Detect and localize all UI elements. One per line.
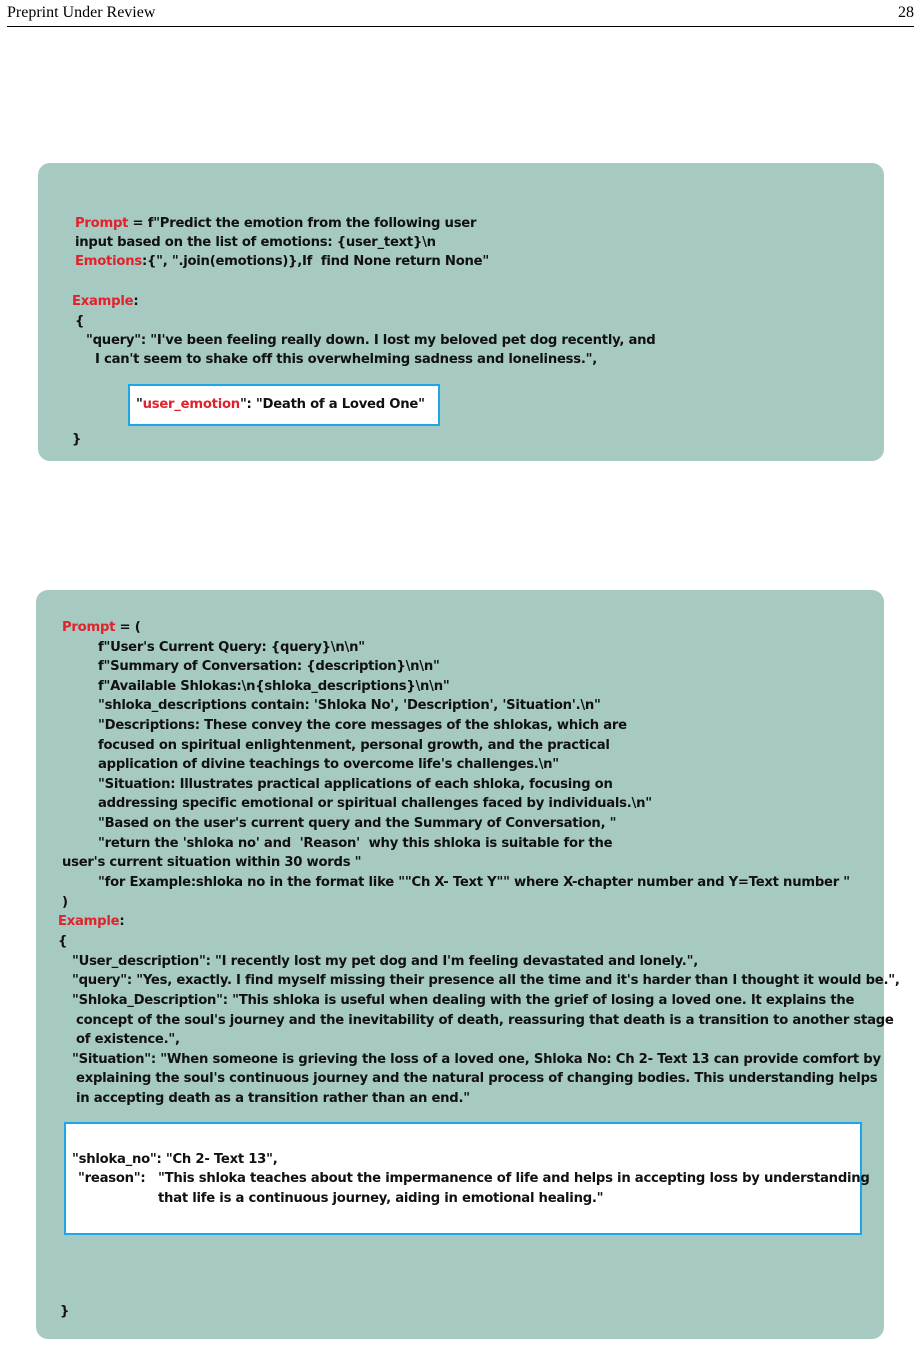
prompt-label: Prompt — [62, 620, 116, 635]
example-line: explaining the soul's continuous journey and the natural process of changing bodies. This understanding helps — [76, 1071, 878, 1086]
prompt-line: "return the 'shloka no' and 'Reason' why this shloka is suitable for the — [98, 836, 613, 851]
page-header — [7, 4, 914, 27]
shloka-prompt-heading — [62, 618, 140, 637]
example-heading — [58, 912, 124, 931]
quote-mark: " — [136, 397, 143, 412]
prompt-line: f"User's Current Query: {query}\n\n" — [98, 640, 365, 655]
example-label: Example — [72, 294, 134, 309]
prompt-line: focused on spiritual enlightenment, personal growth, and the practical — [98, 738, 610, 753]
prompt-line: application of divine teachings to overcome life's challenges.\n" — [98, 757, 559, 772]
emotion-prompt-line-3 — [75, 252, 489, 271]
example-line: "User_description": "I recently lost my pet dog and I'm feeling devastated and lonely.", — [72, 954, 698, 969]
example-colon: : — [133, 294, 139, 309]
emotions-text: :{", ".join(emotions)},If find None return None" — [141, 254, 489, 269]
user-emotion-value: ": "Death of a Loved One" — [239, 397, 425, 412]
example-line: "Shloka_Description": "This shloka is useful when dealing with the grief of losing a loved one. It explains the — [72, 993, 855, 1008]
prompt-line: user's current situation within 30 words " — [62, 855, 362, 870]
prompt-line: "Situation: Illustrates practical applications of each shloka, focusing on — [98, 777, 613, 792]
emotion-prompt-line-1 — [75, 214, 476, 233]
user-emotion-key: user_emotion — [142, 397, 240, 412]
example-label: Example — [58, 914, 120, 929]
example-line: concept of the soul's journey and the inevitability of death, reassuring that death is a transition to another stage — [76, 1013, 894, 1028]
example-open-brace: { — [75, 314, 85, 329]
prompt-open: = ( — [115, 620, 141, 635]
user-emotion-line — [136, 395, 425, 414]
shloka-no-line: "shloka_no": "Ch 2- Text 13", — [72, 1152, 278, 1167]
page-number: 28 — [898, 4, 914, 21]
reason-line-2: that life is a continuous journey, aiding in emotional healing." — [158, 1191, 604, 1206]
prompt-text: = f"Predict the emotion from the following user — [128, 216, 477, 231]
reason-key: "reason": — [78, 1171, 146, 1186]
example-colon: : — [119, 914, 125, 929]
example-line: "Situation": "When someone is grieving the loss of a loved one, Shloka No: Ch 2- Text 13 can provide comfort by — [72, 1052, 881, 1067]
example-line: "query": "Yes, exactly. I find myself missing their presence all the time and it's harder than I thought it would be.", — [72, 973, 900, 988]
example-query-line-2: I can't seem to shake off this overwhelming sadness and loneliness.", — [95, 352, 598, 367]
example-close-brace: } — [60, 1304, 70, 1319]
example-line: of existence.", — [76, 1032, 180, 1047]
prompt-line: "for Example:shloka no in the format like ""Ch X- Text Y"" where X-chapter number and Y=Text number " — [98, 875, 850, 890]
prompt-line: f"Available Shlokas:\n{shloka_descriptions}\n\n" — [98, 679, 450, 694]
prompt-line: "Based on the user's current query and the Summary of Conversation, " — [98, 816, 617, 831]
prompt-line: addressing specific emotional or spiritual challenges faced by individuals.\n" — [98, 796, 652, 811]
reason-line-1: "This shloka teaches about the impermanence of life and helps in accepting loss by understanding — [158, 1171, 870, 1186]
example-close-brace: } — [72, 432, 82, 447]
prompt-line: f"Summary of Conversation: {description}\n\n" — [98, 659, 440, 674]
running-head: Preprint Under Review — [7, 4, 156, 21]
prompt-close-paren: ) — [62, 895, 68, 910]
emotion-prompt-line-2: input based on the list of emotions: {user_text}\n — [75, 235, 436, 250]
prompt-line: "Descriptions: These convey the core messages of the shlokas, which are — [98, 718, 627, 733]
example-heading — [72, 292, 138, 311]
prompt-label: Prompt — [75, 216, 129, 231]
prompt-line: "shloka_descriptions contain: 'Shloka No', 'Description', 'Situation'.\n" — [98, 698, 601, 713]
example-query-line-1: "query": "I've been feeling really down. I lost my beloved pet dog recently, and — [86, 333, 656, 348]
example-open-brace: { — [58, 934, 68, 949]
example-line: in accepting death as a transition rather than an end." — [76, 1091, 470, 1106]
emotions-label: Emotions — [75, 254, 142, 269]
